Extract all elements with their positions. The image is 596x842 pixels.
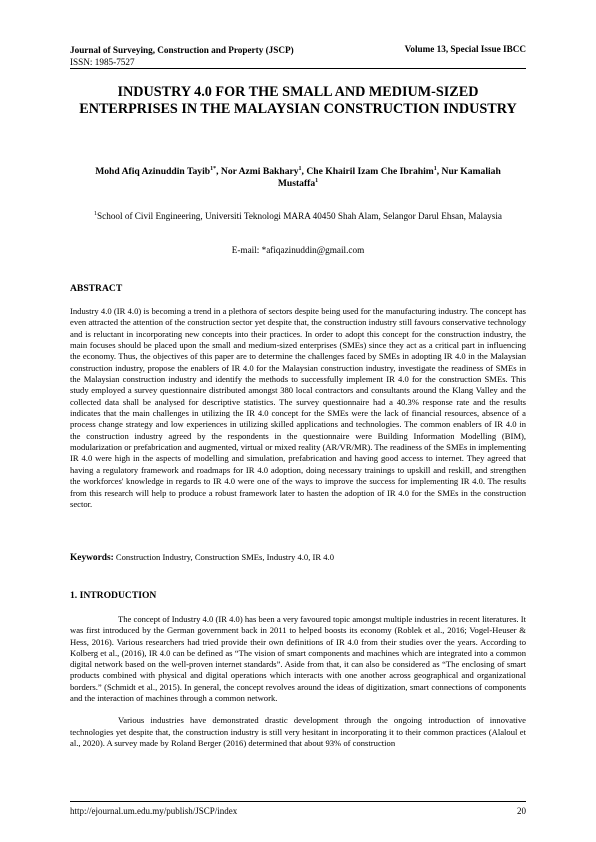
abstract-heading: ABSTRACT xyxy=(70,283,123,294)
author-sup: 1 xyxy=(298,165,302,172)
footer-divider xyxy=(70,801,526,802)
introduction-body xyxy=(70,614,526,760)
author-list xyxy=(80,166,516,190)
affiliation-text: School of Civil Engineering, Universiti Teknologi MARA 40450 Shah Alam, Selangor Darul Ehsan, Malaysia xyxy=(97,211,502,221)
journal-name: Journal of Surveying, Construction and Property (JSCP) xyxy=(70,45,294,55)
issn: ISSN: 1985-7527 xyxy=(70,57,135,67)
author-name: Mohd Afiq Azinuddin Tayib xyxy=(95,166,211,177)
footer-url: http://ejournal.um.edu.my/publish/JSCP/index xyxy=(70,806,238,816)
keywords xyxy=(70,551,526,564)
keywords-text: Construction Industry, Construction SMEs, Industry 4.0, IR 4.0 xyxy=(113,552,335,562)
paper-title: INDUSTRY 4.0 FOR THE SMALL AND MEDIUM-SIZED ENTERPRISES IN THE MALAYSIAN CONSTRUCTION INDUSTRY xyxy=(79,84,517,117)
affiliation xyxy=(70,210,526,222)
author-name: Nor Azmi Bakhary xyxy=(220,166,299,177)
page-number: 20 xyxy=(517,806,526,816)
author-sep: , xyxy=(301,166,307,177)
author-sup: 1 xyxy=(433,165,437,172)
paragraph: Various industries have demonstrated drastic development through the ongoing introduction of innovative technologies yet despite that, the construction industry is still very hesitant in incorporating it to their common practices (Alaloul et al., 2020). A survey made by Roland Berger (2016) determined that about 93% of construction xyxy=(70,715,526,748)
running-header-left xyxy=(70,44,294,68)
section-heading-introduction: 1. INTRODUCTION xyxy=(70,590,157,601)
author-sep: , xyxy=(436,166,442,177)
paragraph: The concept of Industry 4.0 (IR 4.0) has been a very favoured topic amongst multiple industries in recent literatures. It was first introduced by the German government back in 2011 to helped boosts its economy (Roblek et al., 2016; Vogel-Heuser & Hess, 2016). Various researchers had tried provide their own definitions of IR 4.0 from their studies over the years. According to Kolberg et al., (2016), IR 4.0 can be defined as “The vision of smart components and machines which are integrated into a common digital network based on the well-proven internet standards”. Aside from that, it can also be considered as “The enclosing of smart products combined with physical and digital operations which interacts with one another across geographical and organizational borders.” (Schmidt et al., 2015). In general, the concept revolves around the ideas of digitization, smart connections of components and the interaction of machines through a common network. xyxy=(70,614,526,704)
author-sup: 1 xyxy=(315,177,319,184)
author-sep: , xyxy=(216,166,221,177)
author-name: Che Khairil Izam Che Ibrahim xyxy=(306,166,434,177)
author-name: Nur Kamaliah Mustaffa xyxy=(277,166,501,189)
abstract-text: Industry 4.0 (IR 4.0) is becoming a trend in a plethora of sectors despite being used for the manufacturing industry. The concept has even attracted the attention of the construction sector yet despite that, the construction industry still favours conservative technology and is reluctant in incorporating new concepts into their practices. In order to adopt this concept for the construction industry, the main focuses should be placed upon the small and medium-sized enterprises (SMEs) since they act as a critical part in influencing the economy. Thus, the objectives of this paper are to determine the challenges faced by SMEs in adopting IR 4.0 in the Malaysian construction industry, propose the enablers of IR 4.0 for the Malaysian construction industry, investigate the readiness of SMEs in the Malaysian construction industry and identify the methods to successfully implement IR 4.0 for the construction SMEs. This study employed a survey questionnaire distributed amongst 380 local contractors and consultants around the Klang Valley and the collected data shall be analysed for descriptive statistics. The survey questionnaire had a 40.3% response rate and the results indicates that the main challenges in utilizing the IR 4.0 concept for the SMEs were the lack of financial resources, absence of a process change strategy and low experiences in utilizing skilled applications and technologies. The common enablers of IR 4.0 in the construction industry agreed by the respondents in the questionnaire were Building Information Modelling (BIM), modularization or prefabrication and augmented, virtual or mixed reality (AR/VR/MR). The readiness of the SMEs in implementing IR 4.0 were high in the aspects of modelling and simulation, prefabrication and having good access to internet. They agreed that having a regulatory framework and roadmaps for IR 4.0 adoption, doing necessary trainings to upskill and reskill, and strengthen the workforces' knowledge in regards to IR 4.0 were one of the ways to improve the success for implementing IR 4.0. The results from this research will help to produce a robust framework later to hasten the adoption of IR 4.0 for the SMEs in the construction sector. xyxy=(70,306,526,509)
keywords-label: Keywords: xyxy=(70,553,114,563)
contact-email: E-mail: *afiqazinuddin@gmail.com xyxy=(231,245,365,255)
author-sup: 1* xyxy=(210,165,217,172)
affiliation-sup: 1 xyxy=(94,210,98,217)
volume-label: Volume 13, Special Issue IBCC xyxy=(404,44,526,54)
header-divider xyxy=(70,68,526,69)
